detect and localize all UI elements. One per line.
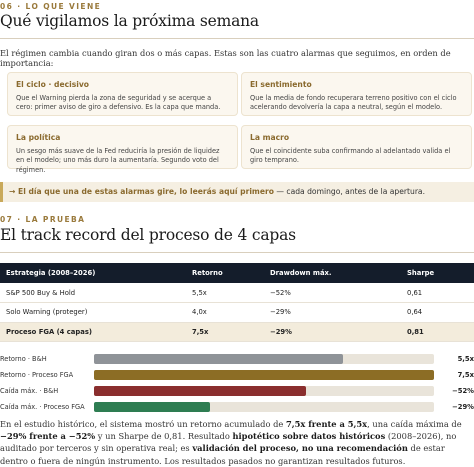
- closing-text: (2008–2026), no auditado por terceros y sin operativa real; es: [0, 431, 457, 454]
- bar-row: [0, 384, 474, 400]
- closing-bold: 7,5x frente a 5,5x: [285, 419, 368, 429]
- closing-text: y un Sharpe de 0,81. Resultado: [95, 431, 233, 442]
- closing-bold: validación del proceso, no una recomendación: [192, 443, 408, 454]
- bar-value: −52%: [452, 387, 474, 395]
- bar-row: [0, 400, 474, 416]
- divider: [0, 252, 474, 253]
- table-row: [0, 283, 474, 303]
- closing-text: En el estudio histórico, el sistema mostró un retorno acumulado de: [0, 419, 286, 429]
- table-row: [0, 303, 474, 323]
- closing-bold: hipotético sobre datos históricos: [232, 431, 386, 442]
- bar-value: 7,5x: [457, 371, 474, 379]
- card-text: Que la media de fondo recuperara terreno positivo con el ciclo acelerando devolvería la capa a neutral, según el modelo.: [250, 94, 457, 112]
- callout-text: — cada domingo, antes de la apertura.: [273, 187, 426, 196]
- bar-value: 5,5x: [457, 355, 474, 363]
- section-label: LA PRUEBA: [25, 215, 86, 224]
- bar-value: −29%: [452, 403, 474, 411]
- table-cell: 0,81: [401, 322, 474, 342]
- table-cell: 0,64: [401, 303, 474, 323]
- table-cell: S&P 500 Buy & Hold: [0, 283, 186, 303]
- table-row-highlighted: [0, 322, 474, 342]
- alarm-card-sentiment: [241, 72, 472, 116]
- bar-fill: [94, 354, 343, 364]
- bar-label: Caída máx. · Proceso FGA: [0, 403, 85, 411]
- divider: [0, 38, 474, 39]
- closing-text: , una caída máxima de: [367, 419, 462, 429]
- table-header-row: [0, 263, 474, 283]
- section-label: LO QUE VIENE: [25, 2, 102, 11]
- bar-fill: [94, 402, 210, 412]
- section-number: 07: [0, 215, 14, 224]
- bar-label: Caída máx. · B&H: [0, 387, 59, 395]
- card-title: El sentimiento: [250, 80, 312, 89]
- track-record-table: [0, 263, 474, 342]
- callout-emphasis: → El día que una de estas alarmas gire, lo leerás aquí primero: [9, 187, 274, 196]
- table-cell: 7,5x: [186, 322, 264, 342]
- table-cell: −29%: [264, 322, 401, 342]
- bar-row: [0, 368, 474, 384]
- bar-track: [94, 370, 434, 380]
- card-text: Que el coincidente suba confirmando al adelantado valida el giro temprano.: [250, 147, 451, 165]
- card-text: Que el Warning pierda la zona de seguridad y se acerque a cero: primer aviso de giro a defensivo. Es la capa que manda.: [16, 94, 221, 112]
- alarm-card-cycle: [7, 72, 238, 116]
- bar-track: [94, 354, 434, 364]
- closing-text: de estar dentro o fuera de ningún instrumento. Los resultados pasados no garantizan resultados futuros.: [0, 443, 445, 466]
- section-intro: El régimen cambia cuando giran dos o más capas. Estas son las cuatro alarmas que seguimos, en orden de importancia:: [0, 48, 451, 68]
- table-cell: 4,0x: [186, 303, 264, 323]
- section-title: El track record del proceso de 4 capas: [0, 226, 296, 244]
- column-header: Estrategia (2008–2026): [0, 263, 186, 283]
- section-number: 06: [0, 2, 14, 11]
- bar-track: [94, 402, 434, 412]
- card-title: El ciclo · decisivo: [16, 80, 90, 89]
- bar-track: [94, 386, 434, 396]
- section-title: Qué vigilamos la próxima semana: [0, 12, 259, 30]
- bar-row: [0, 352, 474, 368]
- column-header: Sharpe: [401, 263, 474, 283]
- table-cell: Proceso FGA (4 capas): [0, 322, 186, 342]
- comparison-bars: [0, 352, 474, 416]
- bar-label: Retorno · Proceso FGA: [0, 371, 74, 379]
- section-eyebrow: 06 · LO QUE VIENE: [0, 2, 102, 11]
- alarm-card-macro: [241, 125, 472, 169]
- column-header: Drawdown máx.: [264, 263, 401, 283]
- card-title: La política: [16, 133, 61, 142]
- table-cell: 0,61: [401, 283, 474, 303]
- table-cell: Solo Warning (proteger): [0, 303, 186, 323]
- section-eyebrow: 07 · LA PRUEBA: [0, 215, 86, 224]
- bar-fill: [94, 370, 434, 380]
- card-text: Un sesgo más suave de la Fed reduciría la presión de liquidez en el modelo; uno más duro la aumentaría. Segundo voto del régimen.: [16, 147, 220, 174]
- card-title: La macro: [250, 133, 290, 142]
- bar-fill: [94, 386, 306, 396]
- column-header: Retorno: [186, 263, 264, 283]
- table-cell: −29%: [264, 303, 401, 323]
- closing-bold: −29% frente a −52%: [0, 431, 96, 442]
- alarm-card-policy: [7, 125, 238, 174]
- table-cell: 5,5x: [186, 283, 264, 303]
- callout-banner: [0, 182, 474, 202]
- bar-label: Retorno · B&H: [0, 355, 47, 363]
- closing-paragraph: [0, 418, 474, 467]
- table-cell: −52%: [264, 283, 401, 303]
